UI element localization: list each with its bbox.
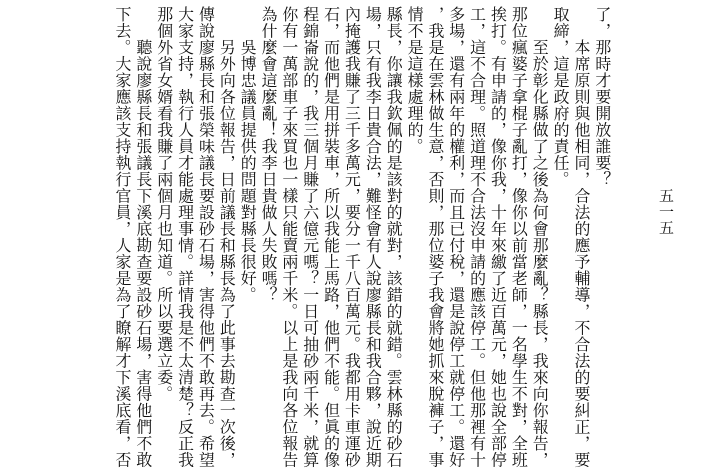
text-column-2: 本席原則與他相同，合法的應予輔導，不合法的要糾正，要 [571, 6, 591, 468]
text-column-20: 傳說廖縣長和張榮味議長要設砂石場，害得他們不敢再去。希望 [196, 6, 216, 468]
text-column-23: 聽說廖縣長和張議長下溪底勘查要設砂石場，害得他們不敢 [133, 6, 153, 468]
text-column-7: 工，這不合理。照道理不合法沒申請的應該停工。但他那裡有十 [467, 6, 487, 468]
text-column-13: 內掩護我賺了三千多萬元，要分一千八百萬元。我都用卡車運砂 [342, 6, 362, 468]
text-column-18: 吳博忠議員提供的問題對縣長很好。 [238, 6, 258, 303]
text-column-8: 多場，還有兩年的權利，而且已付稅，還是說停工就停工。還好 [446, 6, 466, 468]
text-column-4: 至於彰化縣做了之後為何會那麼亂？縣長，我來向你報告， [530, 6, 550, 468]
text-column-15: 程錦崙說的，我三個月賺了六億元嗎？一日可抽砂兩千米，就算 [300, 6, 320, 468]
text-body [112, 6, 612, 468]
text-column-3: 取締，這是政府的責任。 [551, 6, 571, 188]
text-column-10: 情不是這樣處理的。 [405, 6, 425, 155]
text-column-24: 下去。大家應該支持執行官員，人家是為了瞭解才下溪底看，否 [113, 6, 132, 468]
text-column-16: 你有一萬部車子來買也一樣只能賣兩千米。以上是我向各位報告 [279, 6, 299, 468]
text-column-21: 大家支持，執行人員才能處理事情。詳情我是不太清楚？反正我 [175, 6, 195, 468]
text-column-14: 石，而他們是用拼裝車，所以我能上馬路，他們不能。但眞的像 [321, 6, 341, 468]
page-number: 五一五 [657, 188, 675, 236]
text-column-12: 場，只有我李日貴合法，難怪會有人說廖縣長和我合夥，說近期 [363, 6, 383, 468]
text-column-19: 另外向各位報告，日前議長和縣長為了此事去勘查一次後， [217, 6, 237, 468]
text-column-1: 了，那時才要開放誰要？ [592, 6, 612, 188]
text-column-17: 為什麼會這麼亂！我李日貴做人失敗嗎？ [259, 6, 279, 303]
text-column-11: 縣長，你讓我欽佩的是該對的就對，該錯的就錯。雲林縣的砂石 [384, 6, 404, 468]
text-column-5: 那位瘋婆子拿棍子亂打，像你以前當老師，一名學生不對，全班 [509, 6, 529, 468]
text-column-6: 挨打。有申請的，像你我，十年來繳了近百萬元，她也說全部停 [488, 6, 508, 468]
text-column-9: ，我是在雲林做生意，否則，那位婆子我會將她抓來脫褲子，事 [425, 6, 445, 468]
text-column-22: 那個外省女婿看我賺了兩個月也知道。所以要選立委。 [154, 6, 174, 402]
